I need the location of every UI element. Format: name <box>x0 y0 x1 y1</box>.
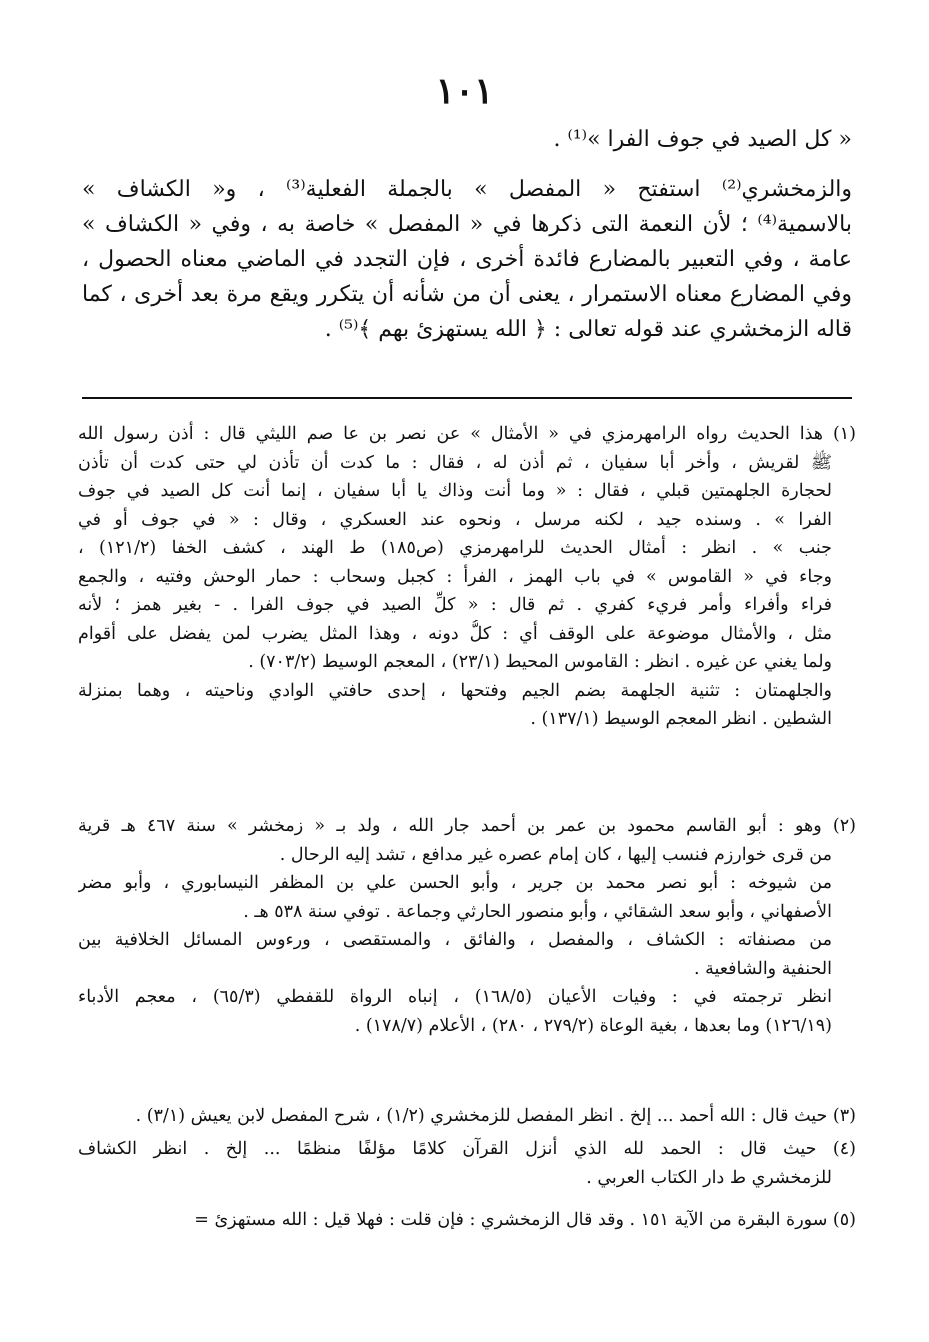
footnote-line: ﷺ لقريش ، وأخر أبا سفيان ، ثم أذن له ، فقال : ما كدت أن تأذن لي حتى كدت أن تأذن <box>78 452 832 473</box>
footnote-4 <box>78 1135 856 1192</box>
footnote-separator <box>82 397 852 399</box>
footnote-line: (٣) حيث قال : الله أحمد ... إلخ . انظر المفصل للزمخشري (١/٢) ، شرح المفصل لابن يعيش (٣/١) . <box>135 1106 856 1126</box>
footnote-line: ولما يغني عن غيره . انظر : القاموس المحيط (٢٣/١) ، المعجم الوسيط (٧٠٣/٢) . <box>248 652 832 672</box>
footnote-3 <box>78 1102 856 1131</box>
footnote-line: (٢) وهو : أبو القاسم محمود بن عمر بن أحمد جار الله ، ولد بـ « زمخشر » سنة ٤٦٧ هـ قرية <box>78 816 856 836</box>
footnote-line: (٤) حيث قال : الحمد لله الذي أنزل القرآن كلامًا مؤلفًا منظمًا ... إلخ . انظر الكشاف <box>78 1139 856 1159</box>
footnote-line: الفرا » . وسنده جيد ، لكنه مرسل ، ونحوه عند العسكري ، وقال : « في جوف أو في <box>78 509 832 530</box>
footnote-line: من قرى خوارزم فنسب إليها ، كان إمام عصره غير مدافع ، تشد إليه الرحال . <box>279 844 832 865</box>
footnote-1 <box>78 420 856 734</box>
footnote-line: من مصنفاته : الكشاف ، والمفصل ، والفائق ، والمستقصى ، ورءوس المسائل الخلافية بين <box>78 930 832 950</box>
paragraph-line: وفي المضارع معناه الاستمرار ، يعنى أن من شأنه أن يتكرر ويقع مرة بعد أخرى ، كما <box>82 282 852 307</box>
paragraph-line: قاله الزمخشري عند قوله تعالى : ﴿ الله يستهزئ بهم ﴾⁽⁵⁾ . <box>324 317 852 342</box>
paragraph-line: عامة ، وفي التعبير بالمضارع فائدة أخرى ، فإن التجدد في الماضي معناه الحصول ، <box>82 247 852 272</box>
footnote-line: الحنفية والشافعية . <box>693 958 832 979</box>
body-paragraph <box>82 172 852 347</box>
footnote-line: من شيوخه : أبو نصر محمد بن جرير ، وأبو الحسن علي بن المظفر النيسابوري ، وأبو مضر <box>78 873 832 893</box>
footnote-line: الأصفهاني ، وأبو سعد الشقائي ، وأبو منصور الحارثي وجماعة . توفي سنة ٥٣٨ هـ . <box>243 901 832 922</box>
footnote-line: مثل ، والأمثال موضوعة على الوقف أي : كلُّ دونه ، وهذا المثل يضرب لمن يفضل على أقوام <box>78 623 832 644</box>
footnote-5 <box>78 1206 856 1235</box>
footnote-line: (٥) سورة البقرة من الآية ١٥١ . وقد قال الزمخشري : فإن قلت : فهلا قيل : الله مستهزئ = <box>194 1210 856 1230</box>
page-number: ١٠١ <box>435 70 494 112</box>
body-text <box>82 122 852 157</box>
proverb-line: « كل الصيد في جوف الفرا »⁽¹⁾ . <box>553 127 852 152</box>
footnote-line: (١) هذا الحديث رواه الرامهرمزي في « الأمثال » عن نصر بن عا صم الليثي قال : أذن رسول الله <box>78 424 856 444</box>
footnote-2 <box>78 812 856 1040</box>
footnote-line: فراء وأفراء وأمر فريء كفري . ثم قال : « كلِّ الصيد في جوف الفرا . - بغير همز ؛ لأنه <box>78 595 832 615</box>
footnote-line: وجاء في « القاموس » في باب الهمز ، الفرأ : كجبل وسحاب : حمار الوحش وفتيه ، والجمع <box>78 566 832 587</box>
footnote-line: لحجارة الجلهمتين قبلي ، فقال : « وما أنت وذاك يا أبا سفيان ، إنما أنت كل الصيد في جوف <box>78 481 832 501</box>
footnote-line: (١٢٦/١٩) وما بعدها ، بغية الوعاة (٢٧٩/٢ ، ٢٨٠) ، الأعلام (١٧٨/٧) . <box>354 1015 832 1036</box>
footnote-line: الشطين . انظر المعجم الوسيط (١٣٧/١) . <box>530 709 832 729</box>
footnote-line: للزمخشري ط دار الكتاب العربي . <box>586 1167 832 1188</box>
footnote-line: جنب » . انظر : أمثال الحديث للرامهرمزي (ص١٨٥) ط الهند ، كشف الخفا (١٢١/٢) ، <box>78 538 832 558</box>
paragraph-line: بالاسمية⁽⁴⁾ ؛ لأن النعمة التى ذكرها في « المفصل » خاصة به ، وفي « الكشاف » <box>82 212 852 237</box>
footnote-line: والجلهمتان : تثنية الجلهمة بضم الجيم وفتحها ، إحدى حافتي الوادي وناحيته ، وهما بمنزلة <box>78 680 832 701</box>
footnote-line: انظر ترجمته في : وفيات الأعيان (١٦٨/٥) ، إنباه الرواة للقفطي (٦٥/٣) ، معجم الأدباء <box>78 987 832 1007</box>
paragraph-line: والزمخشري⁽²⁾ استفتح « المفصل » بالجملة الفعلية⁽³⁾ ، و« الكشاف » <box>82 177 852 202</box>
